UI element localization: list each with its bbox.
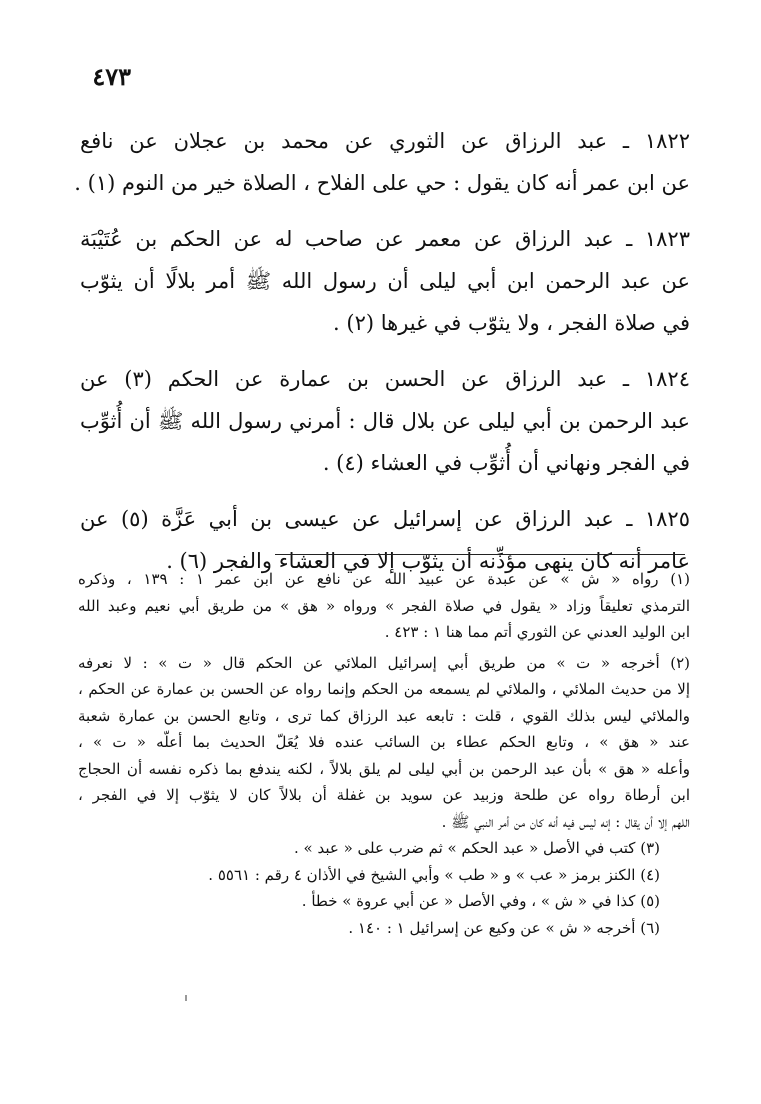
hadith-line: ١٨٢٥ ـ عبد الرزاق عن إسرائيل عن عيسى بن أبي عَزَّة (٥) عن bbox=[80, 507, 690, 531]
footnote-line: اللهم إلا أن يقال : إنه ليس فيه أنه كان من أمر النبي ﷺ . bbox=[441, 812, 690, 831]
hadith-line: ١٨٢٢ ـ عبد الرزاق عن الثوري عن محمد بن عجلان عن نافع bbox=[80, 129, 690, 153]
hadith-line: عن ابن عمر أنه كان يقول : حي على الفلاح ، الصلاة خير من النوم (١) . bbox=[74, 171, 690, 195]
footnote-line: (٣) كتب في الأصل « عبد الحكم » ثم ضرب على « عبد » . bbox=[294, 839, 660, 857]
footnote-separator bbox=[275, 554, 685, 555]
footnote bbox=[78, 566, 690, 646]
footnote-line: وأعله « هق » بأن عبد الرحمن بن أبي ليلى لم يلق بلالاً ، لكنه يندفع بما ذكره نفسه أن الحجاج bbox=[78, 759, 690, 778]
hadith-line: ١٨٢٤ ـ عبد الرزاق عن الحسن بن عمارة عن الحكم (٣) عن bbox=[80, 367, 690, 391]
footnote bbox=[78, 915, 690, 942]
hadith-line: عن عبد الرحمن ابن أبي ليلى أن رسول الله ﷺ أمر بلالًا أن يثوّب bbox=[80, 269, 691, 293]
footnote-line: (١) رواه « ش » عن عبدة عن عبيد الله عن نافع عن ابن عمر ١ : ١٣٩ ، وذكره bbox=[78, 570, 691, 588]
hadith-paragraph bbox=[74, 120, 690, 204]
hadith-line: في صلاة الفجر ، ولا يثوّب في غيرها (٢) . bbox=[333, 311, 690, 335]
footnotes bbox=[78, 566, 690, 941]
page-number: ٤٧٣ bbox=[92, 62, 131, 91]
footnote bbox=[78, 835, 690, 862]
footnote-line: عند « هق » ، وتابع الحكم عطاء بن السائب عنده فلا يُعَلّ الحديث بما أعلّه « ت » ، bbox=[78, 733, 690, 751]
hadith-line: ١٨٢٣ ـ عبد الرزاق عن معمر عن صاحب له عن الحكم بن عُتَيْبَة bbox=[80, 227, 690, 251]
footnote-line: (٢) أخرجه « ت » من طريق أبي إسرائيل الملائي عن الحكم قال « ت » : لا نعرفه bbox=[78, 653, 690, 672]
footnote-line: ابن الوليد العدني عن الثوري أتم مما هنا ١ : ٤٢٣ . bbox=[384, 623, 690, 641]
main-text bbox=[74, 120, 691, 596]
footnote bbox=[78, 862, 690, 889]
footnote-line: والملائي ليس بذلك القوي ، قلت : تابعه عبد الرزاق كما ترى ، وتابع الحسن بن عمارة شعبة bbox=[78, 706, 690, 725]
footnote-line: (٤) الكنز برمز « عب » و « طب » وأبي الشيخ في الأذان ٤ رقم : ٥٥٦١ . bbox=[208, 865, 660, 884]
footnote-line: ابن أرطاة رواه عن طلحة وزبيد عن سويد بن غفلة أن بلالاً كان لا يثوّب إلا في الفجر ، bbox=[78, 786, 690, 804]
hadith-line: عامر أنه كان ينهى مؤذِّنه أن يثوّب إلا في العشاء والفجر (٦) . bbox=[166, 549, 690, 573]
hadith-line: عبد الرحمن بن أبي ليلى عن بلال قال : أمرني رسول الله ﷺ أن أُثوِّب bbox=[80, 409, 690, 433]
footnote-line: (٦) أخرجه « ش » عن وكيع عن إسرائيل ١ : ١٤٠ . bbox=[348, 918, 660, 937]
hadith-line: في الفجر ونهاني أن أُثوِّب في العشاء (٤) . bbox=[322, 451, 690, 475]
footnote-line: الترمذي تعليقاً وزاد « يقول في صلاة الفجر » ورواه « هق » من طريق أبي نعيم وعبد الله bbox=[78, 596, 690, 615]
hadith-paragraph bbox=[80, 358, 690, 484]
hadith-paragraph bbox=[80, 218, 690, 344]
footnote bbox=[78, 888, 690, 915]
footnote-line: إلا من حديث الملائي ، والملائي لم يسمعه من الحكم وإنما رواه عن الحسن بن عمارة عن الحكم ، bbox=[78, 680, 690, 698]
footnote-line: (٥) كذا في « ش » ، وفي الأصل « عن أبي عروة » خطأ . bbox=[301, 892, 660, 910]
print-speck bbox=[185, 995, 187, 1001]
footnote bbox=[78, 650, 690, 836]
